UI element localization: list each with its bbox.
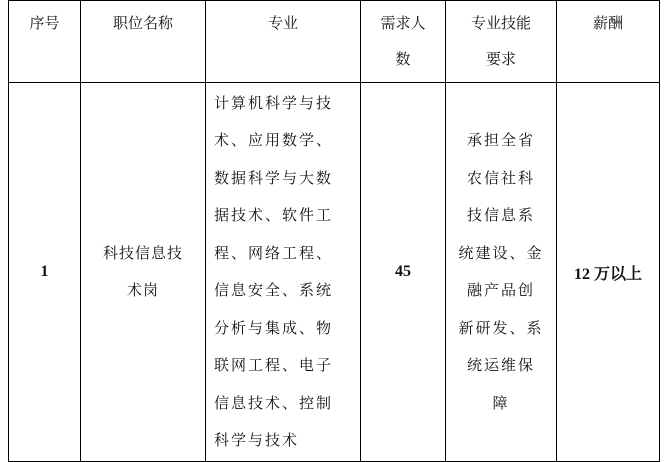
skills-line: 融产品创 bbox=[466, 281, 535, 299]
cell-demand: 45 bbox=[361, 83, 446, 462]
header-demand-line-1: 需求人 bbox=[380, 14, 426, 32]
header-demand-line-2: 数 bbox=[395, 50, 411, 68]
cell-position bbox=[81, 83, 206, 462]
major-line: 程、网络工程、 bbox=[214, 243, 334, 262]
cell-salary: 12 万以上 bbox=[557, 83, 660, 462]
cell-major bbox=[206, 83, 361, 462]
header-index: 序号 bbox=[9, 1, 81, 83]
major-line: 信息技术、控制 bbox=[214, 393, 334, 412]
skills-line: 统运维保 bbox=[466, 356, 535, 374]
header-salary: 薪酬 bbox=[557, 1, 660, 83]
cell-skills bbox=[446, 83, 557, 462]
major-line: 数据科学与大数 bbox=[214, 168, 334, 187]
skills-line: 新研发、系 bbox=[458, 318, 544, 337]
position-line: 科技信息技 bbox=[102, 243, 183, 262]
header-row bbox=[9, 1, 660, 83]
skills-line: 承担全省 bbox=[466, 131, 535, 149]
major-line: 信息安全、系统 bbox=[214, 281, 334, 299]
header-demand bbox=[361, 1, 446, 83]
major-line: 分析与集成、物 bbox=[214, 318, 334, 337]
table-row bbox=[9, 83, 660, 462]
major-line: 联网工程、电子 bbox=[214, 356, 334, 374]
major-line: 据技术、软件工 bbox=[214, 206, 334, 224]
skills-line: 农信社科 bbox=[466, 168, 535, 187]
header-skills bbox=[446, 1, 557, 83]
position-line: 术岗 bbox=[126, 281, 159, 299]
major-line: 术、应用数学、 bbox=[214, 131, 334, 149]
major-line: 计算机科学与技 bbox=[214, 93, 334, 112]
header-skills-line-1: 专业技能 bbox=[470, 14, 531, 32]
major-line: 科学与技术 bbox=[214, 431, 300, 449]
header-skills-line-2: 要求 bbox=[485, 50, 516, 68]
skills-line: 障 bbox=[492, 393, 510, 412]
header-position: 职位名称 bbox=[81, 1, 206, 83]
header-major: 专业 bbox=[206, 1, 361, 83]
cell-index: 1 bbox=[9, 83, 81, 462]
skills-line: 技信息系 bbox=[466, 206, 535, 224]
skills-line: 统建设、金 bbox=[458, 243, 544, 262]
job-table bbox=[8, 0, 660, 462]
